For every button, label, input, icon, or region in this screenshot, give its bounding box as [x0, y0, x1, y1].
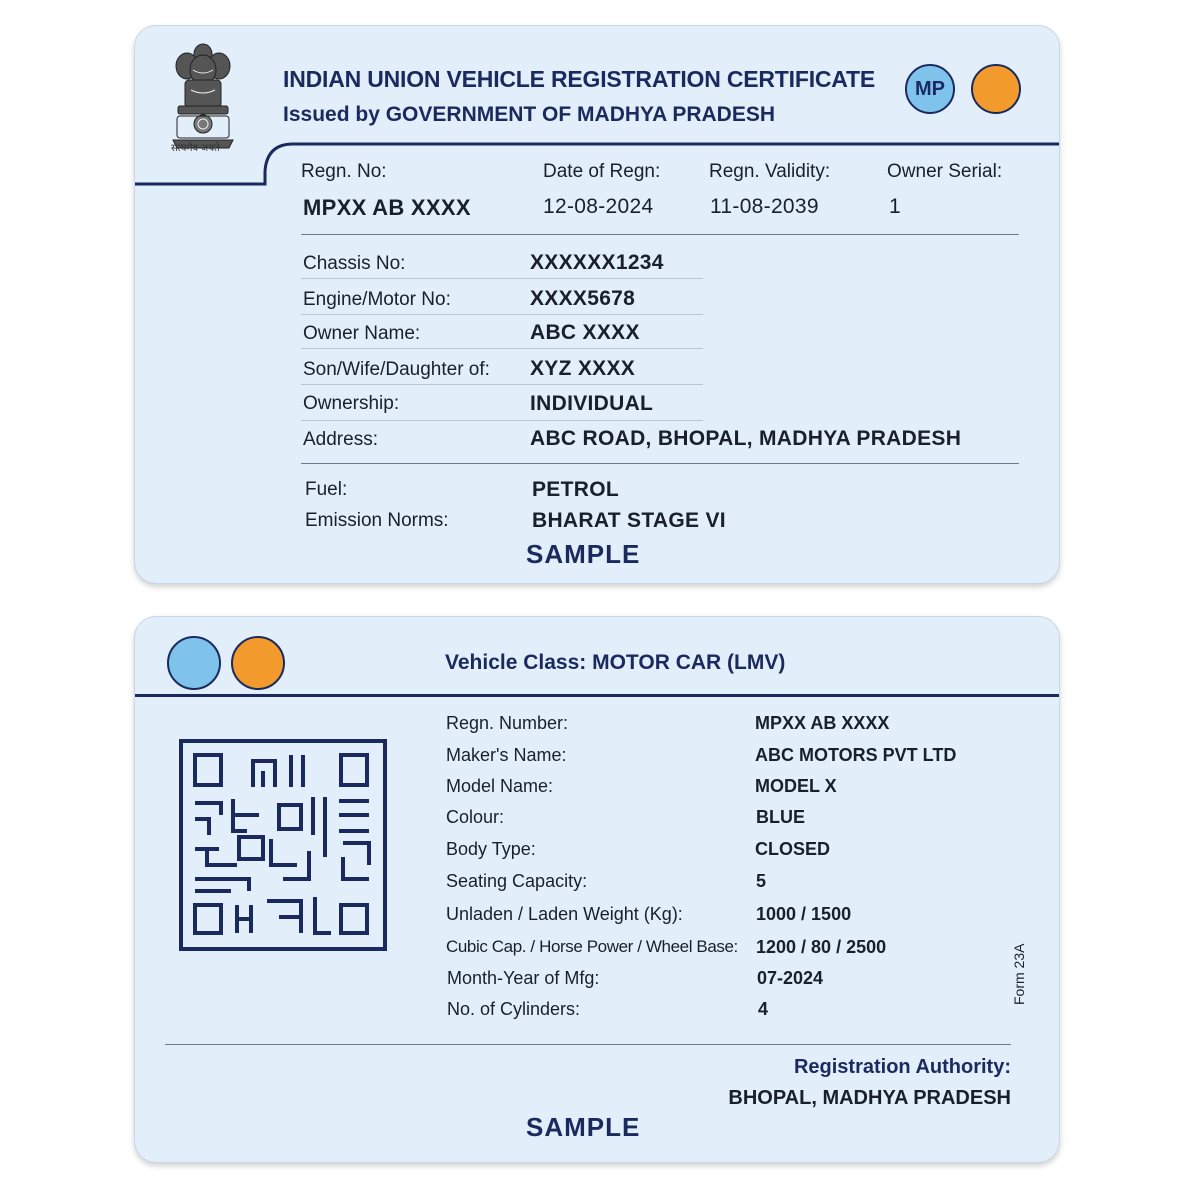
model-name-label: Model Name:: [446, 776, 554, 796]
seating-capacity-value: 5: [756, 871, 767, 891]
row-divider: [301, 314, 703, 315]
blue-dot: [167, 636, 221, 690]
makers-name-value: ABC MOTORS PVT LTD: [755, 745, 957, 765]
ownership-label: Ownership:: [303, 393, 400, 414]
emission-norms-value: BHARAT STAGE VI: [532, 509, 726, 532]
owner-name-value: ABC XXXX: [530, 321, 640, 344]
national-emblem-icon: [163, 40, 243, 156]
orange-dot: [231, 636, 285, 690]
header-divider-line: [135, 694, 1059, 697]
issuing-government: GOVERNMENT OF MADHYA PRADESH: [385, 103, 776, 126]
address-value: ABC ROAD, BHOPAL, MADHYA PRADESH: [530, 427, 962, 450]
month-year-mfg-value: 07-2024: [757, 968, 824, 988]
owner-serial-value: 1: [889, 195, 901, 218]
emblem-motto: सत्यमेव जयते: [171, 143, 220, 154]
issuing-authority: [283, 103, 775, 127]
model-name-value: MODEL X: [755, 776, 837, 796]
row-divider: [301, 278, 703, 279]
footer-divider: [165, 1044, 1011, 1045]
details-divider: [301, 463, 1019, 464]
qr-code: [179, 739, 387, 951]
cylinders-label: No. of Cylinders:: [447, 999, 581, 1019]
colour-value: BLUE: [756, 807, 805, 827]
registration-authority-value: BHOPAL, MADHYA PRADESH: [728, 1087, 1011, 1109]
ownership-value: INDIVIDUAL: [530, 392, 654, 415]
body-type-label: Body Type:: [446, 839, 536, 859]
relation-value: XYZ XXXX: [530, 357, 636, 380]
regn-no-value: MPXX AB XXXX: [303, 195, 471, 220]
relation-label: Son/Wife/Daughter of:: [303, 359, 490, 380]
colour-label: Colour:: [446, 807, 505, 827]
vehicle-class: [445, 651, 785, 675]
certificate-title: INDIAN UNION VEHICLE REGISTRATION CERTIFICATE: [283, 66, 875, 92]
registration-authority-label: Registration Authority:: [793, 1056, 1011, 1078]
weight-value: 1000 / 1500: [756, 904, 852, 924]
row-divider: [301, 348, 703, 349]
engine-no-value: XXXX5678: [530, 287, 636, 310]
owner-serial-label: Owner Serial:: [887, 161, 1003, 182]
cubic-capacity-value: 1200 / 80 / 2500: [756, 937, 887, 957]
rc-card-back: [134, 616, 1060, 1163]
form-number: Form 23A: [1011, 943, 1027, 1005]
makers-name-label: Maker's Name:: [446, 745, 567, 765]
row-divider: [301, 420, 703, 421]
sample-watermark: SAMPLE: [526, 1112, 641, 1142]
rc-card-front: [134, 25, 1060, 584]
orange-dot: [971, 64, 1021, 114]
cubic-capacity-label: Cubic Cap. / Horse Power / Wheel Base:: [446, 937, 738, 956]
sample-watermark: SAMPLE: [526, 539, 641, 569]
emission-norms-label: Emission Norms:: [305, 510, 449, 531]
cylinders-value: 4: [758, 999, 769, 1019]
address-label: Address:: [303, 429, 378, 450]
back-regn-number-label: Regn. Number:: [446, 713, 569, 733]
seating-capacity-label: Seating Capacity:: [446, 871, 588, 891]
owner-name-label: Owner Name:: [303, 323, 421, 344]
date-of-regn-label: Date of Regn:: [543, 161, 661, 182]
summary-divider: [301, 234, 1019, 235]
weight-label: Unladen / Laden Weight (Kg):: [446, 904, 683, 924]
regn-no-label: Regn. No:: [301, 161, 387, 182]
regn-validity-label: Regn. Validity:: [709, 161, 831, 182]
chassis-no-label: Chassis No:: [303, 253, 406, 274]
chassis-no-value: XXXXXX1234: [530, 251, 664, 274]
fuel-label: Fuel:: [305, 479, 348, 500]
back-regn-number-value: MPXX AB XXXX: [755, 713, 890, 733]
vehicle-class-value: MOTOR CAR (LMV): [592, 651, 786, 674]
row-divider: [301, 384, 703, 385]
body-type-value: CLOSED: [755, 839, 831, 859]
regn-validity-value: 11-08-2039: [710, 195, 819, 218]
fuel-value: PETROL: [532, 478, 619, 501]
vehicle-class-label: Vehicle Class:: [445, 651, 587, 674]
issued-by-label: Issued by: [283, 103, 380, 126]
state-badge: MP: [905, 64, 955, 114]
month-year-mfg-label: Month-Year of Mfg:: [447, 968, 600, 988]
engine-no-label: Engine/Motor No:: [303, 289, 451, 310]
date-of-regn-value: 12-08-2024: [543, 195, 654, 218]
